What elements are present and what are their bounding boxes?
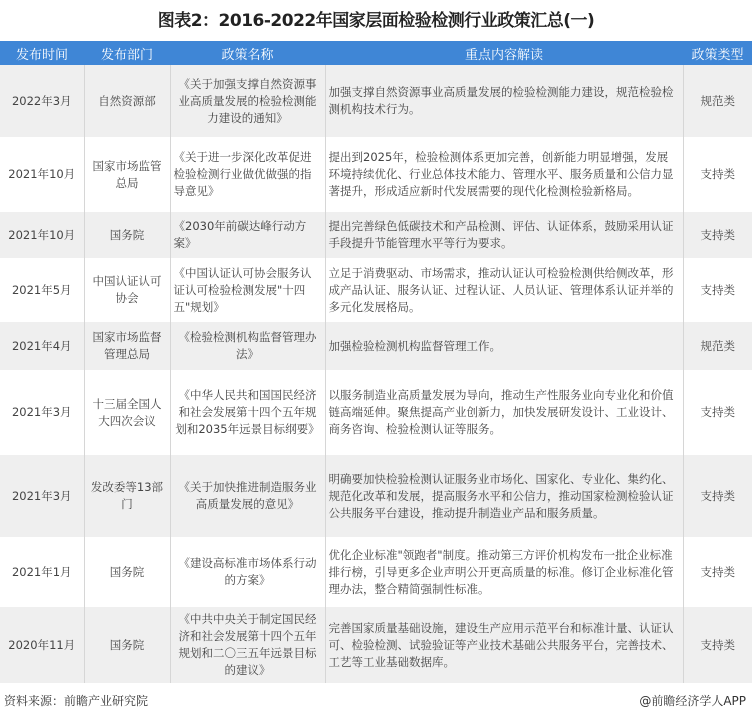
cell-name: 《中华人民共和国国民经济和社会发展第十四个五年规划和2035年远景目标纲要》 xyxy=(170,370,325,455)
cell-dept: 国务院 xyxy=(84,537,170,607)
header-name: 政策名称 xyxy=(170,41,325,65)
cell-dept: 发改委等13部门 xyxy=(84,455,170,537)
cell-content: 加强支撑自然资源事业高质量发展的检验检测能力建设，规范检验检测机构技术行为。 xyxy=(325,65,683,137)
cell-date: 2021年10月 xyxy=(0,212,84,258)
cell-content: 提出到2025年，检验检测体系更加完善，创新能力明显增强，发展环境持续优化、行业总体技术能力、管理水平、服务质量和公信力显著提升，形成适应新时代发展需要的现代化检测检验新格局。 xyxy=(325,137,683,212)
cell-date: 2021年10月 xyxy=(0,137,84,212)
cell-content: 提出完善绿色低碳技术和产品检测、评估、认证体系，鼓励采用认证手段提升节能管理水平等行为要求。 xyxy=(325,212,683,258)
table-row xyxy=(0,537,752,607)
cell-type: 支持类 xyxy=(683,212,752,258)
cell-name: 《中共中央关于制定国民经济和社会发展第十四个五年规划和二〇三五年远景目标的建议》 xyxy=(170,607,325,683)
cell-dept: 自然资源部 xyxy=(84,65,170,137)
cell-name: 《关于加强支撑自然资源事业高质量发展的检验检测能力建设的通知》 xyxy=(170,65,325,137)
cell-date: 2021年3月 xyxy=(0,370,84,455)
cell-content: 加强检验检测机构监督管理工作。 xyxy=(325,322,683,370)
table-row xyxy=(0,370,752,455)
table-row xyxy=(0,137,752,212)
cell-type: 支持类 xyxy=(683,370,752,455)
table-row xyxy=(0,212,752,258)
table-header-row xyxy=(0,41,752,65)
cell-type: 规范类 xyxy=(683,322,752,370)
cell-content: 立足于消费驱动、市场需求，推动认证认可检验检测供给侧改革，形成产品认证、服务认证、过程认证、人员认证、管理体系认证并举的多元化发展格局。 xyxy=(325,258,683,322)
cell-dept: 国家市场监督管理总局 xyxy=(84,322,170,370)
chart-title: 图表2：2016-2022年国家层面检验检测行业政策汇总(一) xyxy=(157,11,595,31)
cell-date: 2021年1月 xyxy=(0,537,84,607)
table-row xyxy=(0,455,752,537)
cell-name: 《检验检测机构监督管理办法》 xyxy=(170,322,325,370)
cell-dept: 国务院 xyxy=(84,212,170,258)
cell-date: 2022年3月 xyxy=(0,65,84,137)
header-date: 发布时间 xyxy=(0,41,84,65)
cell-content: 以服务制造业高质量发展为导向，推动生产性服务业向专业化和价值链高端延伸。聚焦提高产业创新力，加快发展研发设计、工业设计、商务咨询、检验检测认证等服务。 xyxy=(325,370,683,455)
credit-note: @前瞻经济学人APP xyxy=(639,694,746,708)
cell-type: 规范类 xyxy=(683,65,752,137)
source-note: 资料来源：前瞻产业研究院 xyxy=(4,694,149,708)
cell-name: 《2030年前碳达峰行动方案》 xyxy=(170,212,325,258)
cell-dept: 国务院 xyxy=(84,607,170,683)
cell-date: 2021年4月 xyxy=(0,322,84,370)
cell-name: 《关于进一步深化改革促进检验检测行业做优做强的指导意见》 xyxy=(170,137,325,212)
cell-content: 明确要加快检验检测认证服务业市场化、国家化、专业化、集约化、规范化改革和发展，提高服务水平和公信力，推动国家检测检验认证公共服务平台建设，推动提升制造业产品和服务质量。 xyxy=(325,455,683,537)
header-type: 政策类型 xyxy=(683,41,752,65)
cell-date: 2021年3月 xyxy=(0,455,84,537)
cell-type: 支持类 xyxy=(683,607,752,683)
cell-name: 《关于加快推进制造服务业高质量发展的意见》 xyxy=(170,455,325,537)
cell-content: 完善国家质量基础设施，建设生产应用示范平台和标准计量、认证认可、检验检测、试验验证等产业技术基础公共服务平台，完善技术、工艺等工业基础数据库。 xyxy=(325,607,683,683)
cell-name: 《中国认证认可协会服务认证认可检验检测发展"十四五"规划》 xyxy=(170,258,325,322)
table-row xyxy=(0,607,752,683)
cell-dept: 中国认证认可协会 xyxy=(84,258,170,322)
cell-name: 《建设高标准市场体系行动的方案》 xyxy=(170,537,325,607)
policy-table xyxy=(0,41,752,683)
cell-type: 支持类 xyxy=(683,258,752,322)
cell-date: 2021年5月 xyxy=(0,258,84,322)
cell-type: 支持类 xyxy=(683,455,752,537)
table-row xyxy=(0,65,752,137)
cell-dept: 国家市场监管总局 xyxy=(84,137,170,212)
cell-type: 支持类 xyxy=(683,137,752,212)
table-row xyxy=(0,322,752,370)
cell-date: 2020年11月 xyxy=(0,607,84,683)
cell-dept: 十三届全国人大四次会议 xyxy=(84,370,170,455)
header-dept: 发布部门 xyxy=(84,41,170,65)
cell-content: 优化企业标准"领跑者"制度。推动第三方评价机构发布一批企业标准排行榜，引导更多企业声明公开更高质量的标准。修订企业标准化管理办法，整合精简强制性标准。 xyxy=(325,537,683,607)
table-row xyxy=(0,258,752,322)
header-content: 重点内容解读 xyxy=(325,41,683,65)
cell-type: 支持类 xyxy=(683,537,752,607)
